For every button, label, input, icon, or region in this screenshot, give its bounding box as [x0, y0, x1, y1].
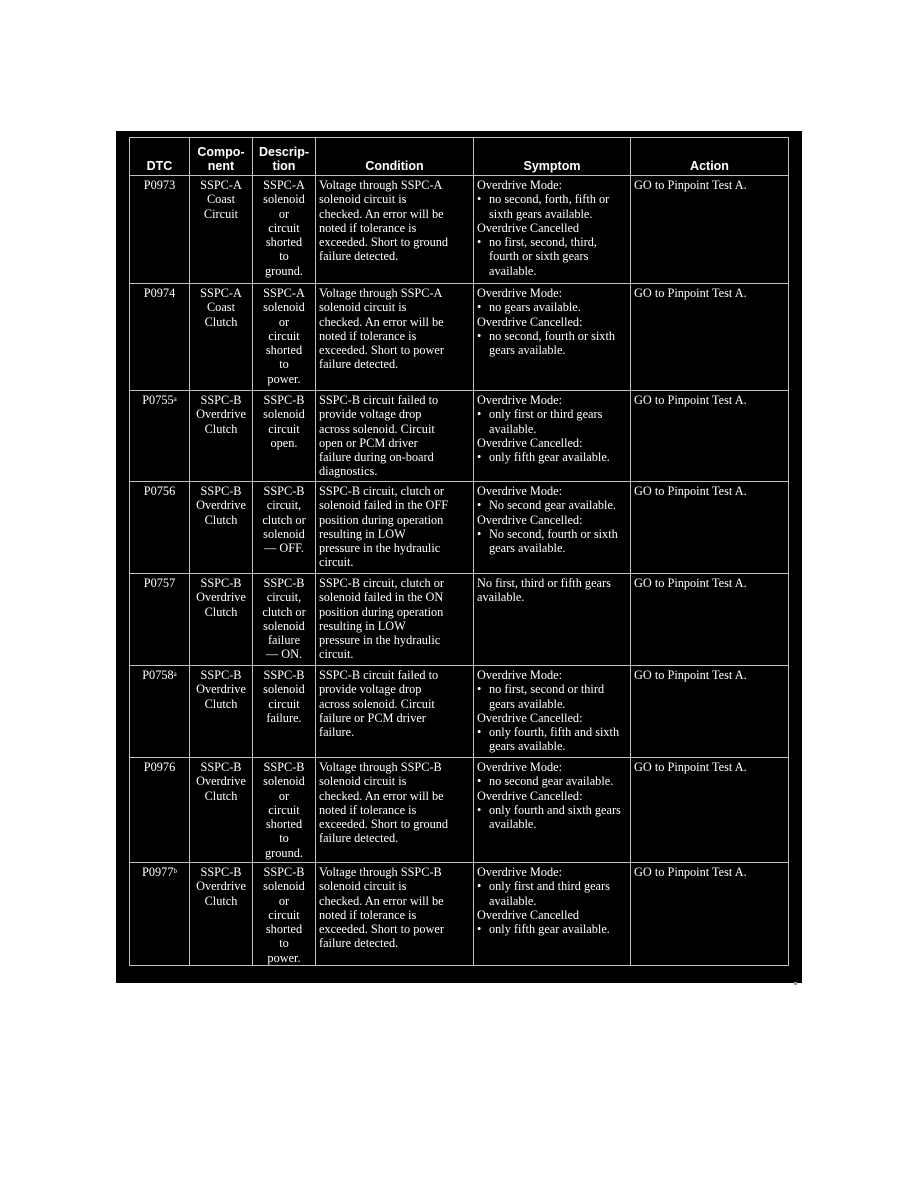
description-cell — [253, 863, 316, 966]
condition-line: exceeded. Short to power — [319, 343, 444, 358]
header-component-line: Compo- — [197, 145, 245, 159]
condition-cell — [316, 482, 474, 574]
condition-cell — [316, 666, 474, 758]
dtc-code: P0977 — [142, 865, 174, 879]
table-row — [130, 863, 789, 966]
header-row — [130, 138, 789, 176]
dtc-code: P0758 — [142, 668, 174, 682]
symptom-bullet: • only first or third gears available. — [477, 407, 627, 436]
action-cell — [631, 284, 789, 391]
symptom-mode-label: Overdrive Mode: — [477, 760, 563, 774]
dtc-code: P0755 — [142, 393, 174, 407]
component-line: SSPC-B — [200, 865, 242, 879]
symptom-bullet: • no second, fourth or sixth gears available. — [477, 329, 627, 358]
symptom-mode-label: Overdrive Mode: — [477, 178, 563, 192]
component-line: Clutch — [204, 696, 238, 711]
description-line: SSPC-A — [263, 286, 305, 300]
description-line: solenoid — [263, 682, 305, 697]
description-line: SSPC-B — [263, 576, 305, 590]
action-cell — [631, 574, 789, 666]
component-cell — [190, 666, 253, 758]
symptom-mode-label: Overdrive Mode: — [477, 286, 563, 300]
action-text: GO to Pinpoint Test A. — [634, 484, 747, 498]
description-line: solenoid — [263, 879, 305, 894]
description-line: failure. — [266, 710, 302, 725]
condition-line: solenoid circuit is — [319, 192, 407, 207]
action-cell — [631, 176, 789, 284]
table-row — [130, 482, 789, 574]
symptom-bullet: • No second gear available. — [477, 498, 627, 512]
dtc-code-cell — [130, 574, 190, 666]
condition-line: circuit. — [319, 647, 354, 662]
component-line: SSPC-B — [200, 668, 242, 682]
description-line: to — [279, 357, 289, 372]
condition-line: noted if tolerance is — [319, 907, 417, 922]
condition-line: checked. An error will be — [319, 788, 444, 803]
component-line: SSPC-B — [200, 760, 242, 774]
dtc-code-cell — [130, 758, 190, 863]
action-text: GO to Pinpoint Test A. — [634, 576, 747, 590]
corner-mark — [794, 982, 797, 985]
component-line: Clutch — [204, 314, 238, 329]
condition-cell — [316, 284, 474, 391]
condition-line: position during operation — [319, 512, 444, 527]
description-line: circuit, — [266, 590, 302, 605]
symptom-bullet: • no first, second or third gears available. — [477, 682, 627, 711]
description-line: SSPC-B — [263, 668, 305, 682]
condition-line: noted if tolerance is — [319, 220, 417, 235]
description-line: solenoid — [263, 192, 305, 207]
condition-line: failure during on-board — [319, 450, 434, 465]
component-line: Clutch — [204, 604, 238, 619]
component-line: SSPC-B — [200, 393, 242, 407]
component-line: SSPC-A — [200, 178, 242, 192]
action-cell — [631, 666, 789, 758]
symptom-bullet: • only fourth, fifth and sixth gears available. — [477, 725, 627, 754]
dtc-footnote-marker: b — [173, 867, 177, 875]
condition-line: SSPC-B circuit, clutch or — [319, 484, 445, 498]
condition-line: Voltage through SSPC-B — [319, 760, 442, 774]
description-line: solenoid — [263, 526, 305, 541]
description-line: clutch or — [262, 604, 306, 619]
action-cell — [631, 863, 789, 966]
description-line: shorted — [265, 343, 303, 358]
condition-line: exceeded. Short to ground — [319, 817, 449, 832]
description-line: shorted — [265, 922, 303, 937]
description-line: or — [278, 893, 290, 908]
condition-cell — [316, 574, 474, 666]
symptom-mode-label: Overdrive Mode: — [477, 668, 563, 682]
condition-line: solenoid circuit is — [319, 774, 407, 789]
dtc-code: P0973 — [143, 178, 176, 192]
condition-line: solenoid circuit is — [319, 879, 407, 894]
condition-cell — [316, 176, 474, 284]
table-row — [130, 284, 789, 391]
symptom-bullet: • no gears available. — [477, 300, 627, 314]
description-line: circuit — [268, 802, 300, 817]
component-cell — [190, 863, 253, 966]
condition-line: checked. An error will be — [319, 314, 444, 329]
component-line: Circuit — [203, 206, 239, 221]
symptom-mode-label: Overdrive Cancelled: — [477, 788, 583, 803]
dtc-table-body — [130, 176, 789, 966]
dtc-code-cell — [130, 666, 190, 758]
symptom-mode-label: Overdrive Mode: — [477, 865, 563, 879]
dtc-footnote-marker: a — [173, 670, 177, 678]
action-text: GO to Pinpoint Test A. — [634, 178, 747, 192]
condition-line: failure or PCM driver — [319, 710, 426, 725]
condition-line: failure detected. — [319, 831, 399, 846]
component-cell — [190, 758, 253, 863]
symptom-cell — [474, 666, 631, 758]
dtc-table-panel — [116, 131, 802, 983]
condition-line: checked. An error will be — [319, 206, 444, 221]
symptom-cell — [474, 176, 631, 284]
component-cell — [190, 574, 253, 666]
symptom-mode-label: No first, third or fifth gears available. — [477, 576, 611, 605]
description-line: solenoid — [263, 300, 305, 315]
description-line: — OFF. — [263, 541, 305, 556]
condition-cell — [316, 758, 474, 863]
action-text: GO to Pinpoint Test A. — [634, 760, 747, 774]
condition-line: position during operation — [319, 604, 444, 619]
component-line: Overdrive — [196, 590, 246, 605]
description-line: circuit — [268, 907, 300, 922]
description-line: circuit — [268, 328, 300, 343]
symptom-mode-label: Overdrive Cancelled: — [477, 710, 583, 725]
component-line: Clutch — [204, 421, 238, 436]
description-line: shorted — [265, 817, 303, 832]
condition-line: SSPC-B circuit failed to — [319, 668, 439, 682]
dtc-footnote-marker: a — [173, 395, 177, 403]
symptom-bullet: • no second, forth, fifth or sixth gears available. — [477, 192, 627, 221]
condition-line: failure. — [319, 725, 355, 740]
symptom-cell — [474, 863, 631, 966]
action-cell — [631, 758, 789, 863]
dtc-code-cell — [130, 284, 190, 391]
condition-line: solenoid failed in the OFF — [319, 498, 449, 513]
description-line: SSPC-B — [263, 393, 305, 407]
dtc-code-cell — [130, 176, 190, 284]
symptom-bullet: • only fifth gear available. — [477, 450, 627, 464]
component-line: Coast — [206, 192, 235, 207]
component-line: Overdrive — [196, 682, 246, 697]
description-line: circuit — [268, 421, 300, 436]
dtc-code: P0976 — [143, 760, 176, 774]
condition-line: open or PCM driver — [319, 435, 418, 450]
header-description-line: Descrip- — [258, 145, 310, 159]
description-line: circuit, — [266, 498, 302, 513]
symptom-mode-label: Overdrive Mode: — [477, 393, 563, 407]
component-cell — [190, 482, 253, 574]
condition-line: noted if tolerance is — [319, 328, 417, 343]
header-component-line: nent — [207, 159, 235, 173]
symptom-mode-label: Overdrive Cancelled — [477, 220, 580, 235]
symptom-cell — [474, 574, 631, 666]
symptom-mode-label: Overdrive Cancelled: — [477, 314, 583, 329]
component-line: SSPC-A — [200, 286, 242, 300]
condition-line: circuit. — [319, 555, 354, 570]
component-line: SSPC-B — [200, 576, 242, 590]
condition-line: provide voltage drop — [319, 407, 422, 422]
description-line: circuit — [268, 696, 300, 711]
header-symptom: Symptom — [474, 138, 631, 176]
symptom-bullet: • only fifth gear available. — [477, 922, 627, 936]
description-cell — [253, 758, 316, 863]
action-cell — [631, 482, 789, 574]
condition-line: failure detected. — [319, 936, 399, 951]
table-row — [130, 666, 789, 758]
table-row — [130, 391, 789, 482]
description-line: ground. — [265, 263, 303, 278]
symptom-mode-label: Overdrive Cancelled — [477, 907, 580, 922]
condition-line: checked. An error will be — [319, 893, 444, 908]
dtc-code: P0756 — [143, 484, 176, 498]
component-cell — [190, 391, 253, 482]
description-line: circuit — [268, 220, 300, 235]
dtc-code: P0757 — [143, 576, 176, 590]
condition-line: Voltage through SSPC-B — [319, 865, 442, 879]
description-line: — ON. — [265, 647, 303, 662]
action-text: GO to Pinpoint Test A. — [634, 668, 747, 682]
component-line: Overdrive — [196, 879, 246, 894]
condition-line: Voltage through SSPC-A — [319, 286, 443, 300]
symptom-bullet: • No second, fourth or sixth gears available. — [477, 527, 627, 556]
action-cell — [631, 391, 789, 482]
condition-line: across solenoid. Circuit — [319, 696, 435, 711]
condition-line: failure detected. — [319, 249, 399, 264]
description-line: to — [279, 936, 289, 951]
condition-line: pressure in the hydraulic — [319, 541, 441, 556]
condition-line: exceeded. Short to ground — [319, 235, 449, 250]
header-description-line: tion — [272, 159, 296, 173]
dtc-code: P0974 — [143, 286, 176, 300]
symptom-bullet: • only first and third gears available. — [477, 879, 627, 908]
header-condition: Condition — [316, 138, 474, 176]
action-text: GO to Pinpoint Test A. — [634, 393, 747, 407]
component-cell — [190, 284, 253, 391]
condition-line: provide voltage drop — [319, 682, 422, 697]
component-line: Clutch — [204, 512, 238, 527]
description-cell — [253, 176, 316, 284]
symptom-mode-label: Overdrive Cancelled: — [477, 435, 583, 450]
description-line: shorted — [265, 235, 303, 250]
condition-line: exceeded. Short to power — [319, 922, 444, 937]
table-row — [130, 574, 789, 666]
condition-line: SSPC-B circuit failed to — [319, 393, 439, 407]
table-row — [130, 758, 789, 863]
condition-line: pressure in the hydraulic — [319, 633, 441, 648]
symptom-cell — [474, 391, 631, 482]
dtc-table — [129, 137, 789, 966]
description-line: clutch or — [262, 512, 306, 527]
description-cell — [253, 284, 316, 391]
symptom-cell — [474, 284, 631, 391]
condition-cell — [316, 863, 474, 966]
description-line: or — [278, 314, 290, 329]
action-text: GO to Pinpoint Test A. — [634, 286, 747, 300]
description-line: to — [279, 831, 289, 846]
description-line: or — [278, 788, 290, 803]
symptom-bullet: • no second gear available. — [477, 774, 627, 788]
description-cell — [253, 391, 316, 482]
description-line: SSPC-B — [263, 865, 305, 879]
symptom-cell — [474, 758, 631, 863]
description-cell — [253, 666, 316, 758]
description-line: solenoid — [263, 407, 305, 422]
component-line: SSPC-B — [200, 484, 242, 498]
symptom-bullet: • only fourth and sixth gears available. — [477, 803, 627, 832]
header-dtc: DTC — [130, 138, 190, 176]
symptom-mode-label: Overdrive Cancelled: — [477, 512, 583, 527]
component-line: Overdrive — [196, 498, 246, 513]
condition-cell — [316, 391, 474, 482]
description-line: power. — [267, 371, 301, 386]
component-cell — [190, 176, 253, 284]
description-line: SSPC-A — [263, 178, 305, 192]
condition-line: across solenoid. Circuit — [319, 421, 435, 436]
condition-line: SSPC-B circuit, clutch or — [319, 576, 445, 590]
description-cell — [253, 482, 316, 574]
condition-line: solenoid failed in the ON — [319, 590, 444, 605]
symptom-bullet: • no first, second, third, fourth or sixth gears available. — [477, 235, 627, 278]
header-action: Action — [631, 138, 789, 176]
dtc-code-cell — [130, 391, 190, 482]
description-line: open. — [270, 435, 298, 450]
symptom-mode-label: Overdrive Mode: — [477, 484, 563, 498]
header-component — [190, 138, 253, 176]
condition-line: noted if tolerance is — [319, 802, 417, 817]
header-description — [253, 138, 316, 176]
description-line: to — [279, 249, 289, 264]
condition-line: failure detected. — [319, 357, 399, 372]
component-line: Coast — [206, 300, 235, 315]
description-line: power. — [267, 950, 301, 965]
condition-line: Voltage through SSPC-A — [319, 178, 443, 192]
symptom-cell — [474, 482, 631, 574]
condition-line: resulting in LOW — [319, 618, 406, 633]
table-row — [130, 176, 789, 284]
description-line: or — [278, 206, 290, 221]
action-text: GO to Pinpoint Test A. — [634, 865, 747, 879]
dtc-code-cell — [130, 482, 190, 574]
condition-line: diagnostics. — [319, 464, 378, 479]
component-line: Clutch — [204, 788, 238, 803]
description-line: failure — [267, 633, 301, 648]
description-line: ground. — [265, 845, 303, 860]
component-line: Overdrive — [196, 774, 246, 789]
component-line: Clutch — [204, 893, 238, 908]
description-line: SSPC-B — [263, 760, 305, 774]
description-line: SSPC-B — [263, 484, 305, 498]
description-cell — [253, 574, 316, 666]
condition-line: resulting in LOW — [319, 526, 406, 541]
component-line: Overdrive — [196, 407, 246, 422]
description-line: solenoid — [263, 774, 305, 789]
description-line: solenoid — [263, 618, 305, 633]
dtc-code-cell — [130, 863, 190, 966]
condition-line: solenoid circuit is — [319, 300, 407, 315]
